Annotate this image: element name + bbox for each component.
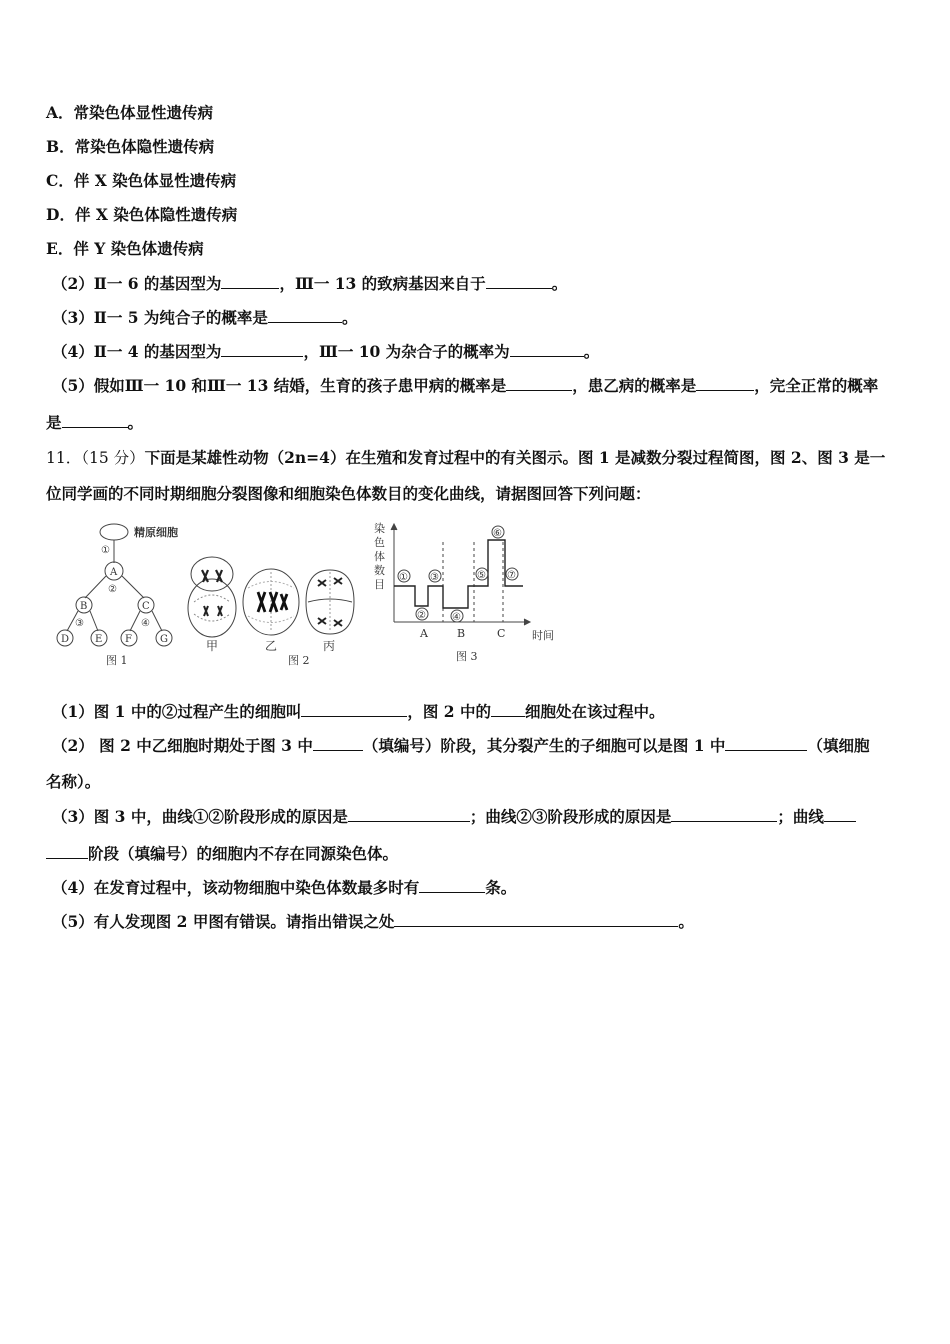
answer-blank[interactable]: [506, 376, 572, 391]
q11-part4: （4）在发育过程中，该动物细胞中染色体数最多时有 条。: [52, 878, 517, 897]
fig1-node-g: G: [160, 634, 168, 645]
fig3-ylabel-2: 色: [374, 536, 385, 549]
option-c: C．伴 X 染色体显性遗传病: [46, 171, 237, 190]
fig2-caption: 图 2: [288, 654, 310, 667]
q11-part3: （3）图 3 中，曲线①②阶段形成的原因是 ；曲线②③阶段形成的原因是 ；曲线: [52, 807, 856, 827]
fig1-node-a: A: [110, 567, 118, 578]
fig1-step1: ①: [101, 545, 110, 556]
answer-blank[interactable]: [394, 912, 678, 927]
fig3-stage-4: ④: [452, 612, 461, 623]
q11-intro-line2: 位同学画的不同时期细胞分裂图像和细胞染色体数目的变化曲线，请据图回答下列问题：: [46, 484, 651, 503]
fig1-node-b: B: [80, 601, 88, 612]
answer-blank[interactable]: [510, 342, 584, 357]
q10-part5: （5）假如Ⅲ一 10 和Ⅲ一 13 结婚，生育的孩子患甲病的概率是 ，患乙病的概率是 ，完全正常的概率: [52, 376, 879, 395]
fig1-step4: ④: [141, 618, 150, 629]
figure-3-chromosome-curve: [374, 521, 554, 663]
answer-blank[interactable]: [491, 702, 525, 717]
option-b: B．常染色体隐性遗传病: [46, 137, 215, 156]
fig3-stage-3: ③: [430, 572, 439, 583]
q10-part3: （3）Ⅱ一 5 为纯合子的概率是 。: [52, 308, 358, 327]
answer-blank[interactable]: [419, 878, 485, 893]
fig2-label-yi: 乙: [265, 639, 278, 653]
fig3-ylabel-3: 体: [374, 550, 385, 563]
fig1-step3: ③: [75, 618, 84, 629]
answer-blank[interactable]: [62, 413, 128, 428]
q11-part5: （5）有人发现图 2 甲图有错误。请指出错误之处 。: [52, 912, 694, 931]
answer-blank[interactable]: [221, 342, 303, 357]
fig1-node-c: C: [142, 601, 150, 612]
fig2-label-bing: 丙: [323, 639, 336, 653]
q10-part2: （2）Ⅱ一 6 的基因型为 ，Ⅲ一 13 的致病基因来自于 。: [52, 274, 568, 293]
fig3-xtick-c: C: [497, 627, 506, 640]
q11-intro-line1: 11．（15 分）下面是某雄性动物（2n=4）在生殖和发育过程中的有关图示。图 1 是减数分裂过程简图，图 2、图 3 是一: [46, 448, 886, 467]
question-number: 11．（15 分）: [46, 449, 145, 467]
fig3-stage-6: ⑥: [493, 528, 502, 539]
option-d: D．伴 X 染色体隐性遗传病: [46, 205, 238, 224]
answer-blank[interactable]: [671, 807, 777, 822]
fig1-title: 精原细胞: [134, 526, 178, 539]
answer-blank[interactable]: [268, 308, 342, 323]
fig3-ylabel-5: 目: [374, 578, 385, 591]
figure-group: [48, 520, 558, 670]
fig1-step2: ②: [108, 584, 117, 595]
answer-blank[interactable]: [221, 274, 279, 289]
figure-1-meiosis-diagram: [57, 524, 178, 667]
fig3-xlabel: 时间: [532, 629, 554, 642]
fig3-stage-7: ⑦: [507, 570, 516, 581]
q11-part1: （1）图 1 中的②过程产生的细胞叫 ，图 2 中的 细胞处在该过程中。: [52, 702, 665, 721]
option-e: E．伴 Y 染色体遗传病: [46, 239, 204, 258]
q11-part2: （2） 图 2 中乙细胞时期处于图 3 中 （填编号）阶段，其分裂产生的子细胞可以是图 1 中 （填细胞: [52, 736, 870, 755]
fig3-stage-2: ②: [417, 610, 426, 621]
fig3-stage-1: ①: [399, 572, 408, 583]
fig3-ylabel-4: 数: [374, 564, 385, 577]
q10-part4: （4）Ⅱ一 4 的基因型为 ，Ⅲ一 10 为杂合子的概率为 。: [52, 342, 600, 361]
fig1-node-e: E: [95, 634, 103, 645]
answer-blank[interactable]: [46, 844, 88, 859]
answer-blank[interactable]: [824, 807, 856, 822]
q11-part2-cont: 名称）。: [46, 772, 101, 791]
q11-part3-cont: 阶段（填编号）的细胞内不存在同源染色体。: [46, 844, 398, 864]
figure-2-cell-images: [188, 557, 354, 667]
answer-blank[interactable]: [313, 736, 363, 751]
fig2-label-jia: 甲: [206, 639, 219, 653]
option-a: A．常染色体显性遗传病: [46, 103, 214, 122]
answer-blank[interactable]: [348, 807, 470, 822]
fig1-node-f: F: [125, 634, 132, 645]
fig3-caption: 图 3: [456, 650, 478, 663]
answer-blank[interactable]: [301, 702, 407, 717]
fig3-xtick-b: B: [457, 627, 466, 640]
q10-part5-cont: 是 。: [46, 413, 144, 432]
fig3-stage-5: ⑤: [477, 570, 486, 581]
fig1-caption: 图 1: [106, 654, 128, 667]
answer-blank[interactable]: [725, 736, 807, 751]
fig1-node-d: D: [61, 634, 70, 645]
fig3-ylabel-1: 染: [374, 522, 385, 535]
fig3-xtick-a: A: [420, 627, 428, 640]
answer-blank[interactable]: [486, 274, 552, 289]
answer-blank[interactable]: [696, 376, 754, 391]
